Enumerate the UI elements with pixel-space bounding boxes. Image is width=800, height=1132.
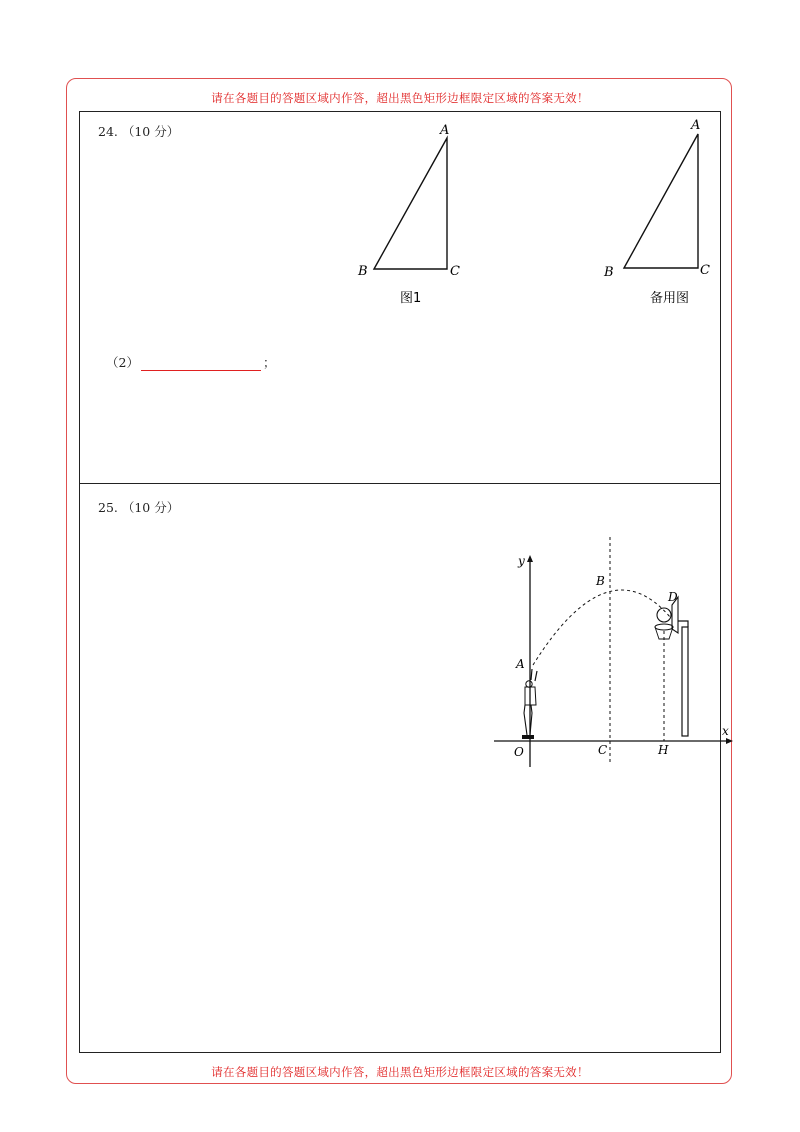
top-warning-text: 请在各题目的答题区域内作答，超出黑色矩形边框限定区域的答案无效！ bbox=[211, 91, 589, 105]
ball-trajectory bbox=[533, 590, 670, 665]
x-axis-arrow bbox=[726, 738, 733, 744]
point-c-label: C bbox=[598, 743, 608, 757]
question-24-figure-1 bbox=[350, 118, 480, 313]
question-24-part-2 bbox=[106, 353, 275, 371]
hoop-rim bbox=[655, 624, 673, 630]
x-axis-label: x bbox=[722, 724, 729, 738]
vertex-c-label: C bbox=[700, 263, 710, 278]
vertex-a-label: A bbox=[691, 118, 701, 133]
hoop-pole bbox=[682, 627, 688, 736]
backup-figure-caption: 备用图 bbox=[650, 291, 690, 306]
question-24-label: 24. （10 分） bbox=[98, 124, 180, 139]
triangle-abc-backup bbox=[624, 134, 698, 268]
bottom-warning-text: 请在各题目的答题区域内作答，超出黑色矩形边框限定区域的答案无效！ bbox=[211, 1065, 589, 1079]
question-divider bbox=[79, 483, 721, 484]
triangle-abc bbox=[374, 138, 447, 269]
y-axis-arrow bbox=[527, 555, 533, 562]
answer-blank[interactable] bbox=[141, 356, 261, 371]
vertex-b-label: B bbox=[358, 264, 368, 279]
vertex-b-label: B bbox=[604, 265, 614, 280]
origin-label: O bbox=[514, 745, 524, 759]
hoop-arm bbox=[678, 621, 688, 627]
figure-1-caption: 图1 bbox=[400, 291, 422, 306]
point-a-label: A bbox=[516, 657, 525, 671]
point-b-label: B bbox=[596, 574, 605, 588]
point-d-label: D bbox=[668, 590, 678, 604]
part-2-prefix: （2） bbox=[106, 355, 139, 370]
question-24-figure-2 bbox=[598, 112, 728, 312]
y-axis-label: y bbox=[518, 554, 525, 568]
vertex-a-label: A bbox=[440, 123, 450, 138]
point-h-label: H bbox=[658, 743, 669, 757]
question-25-figure bbox=[488, 535, 738, 770]
part-2-suffix: ； bbox=[262, 355, 276, 370]
vertex-c-label: C bbox=[450, 264, 460, 279]
question-25-label: 25. （10 分） bbox=[98, 500, 180, 515]
